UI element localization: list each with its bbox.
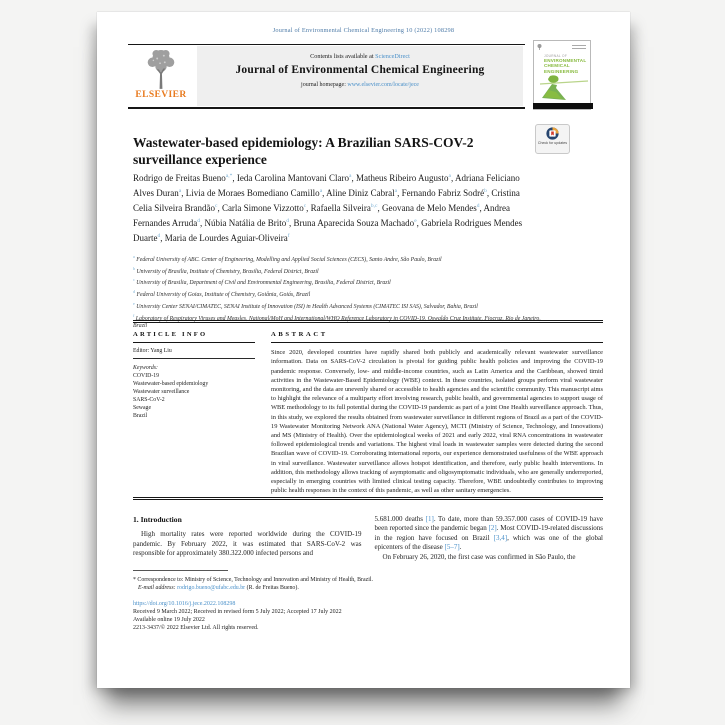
author-affiliation-sup: d bbox=[157, 233, 161, 239]
author-separator: , bbox=[351, 173, 356, 183]
abstract-heading: ABSTRACT bbox=[271, 331, 328, 338]
author-separator: , bbox=[288, 218, 294, 228]
author-separator: , bbox=[322, 188, 327, 198]
body-paragraph bbox=[375, 515, 604, 553]
author bbox=[165, 233, 290, 243]
article-info-column bbox=[133, 331, 255, 495]
author-affiliation-sup: a bbox=[319, 188, 323, 194]
text-segment: , which was one of the global epicenters of the disease bbox=[374, 533, 603, 552]
author-separator: , bbox=[377, 203, 382, 213]
affiliation bbox=[133, 288, 541, 300]
affiliation-sup: f bbox=[133, 312, 135, 318]
article-footer bbox=[133, 600, 603, 632]
paper-page bbox=[97, 12, 630, 688]
author bbox=[402, 188, 492, 198]
author-name: Núbia Natália de Brito bbox=[204, 218, 287, 228]
author bbox=[382, 203, 484, 213]
citation-link[interactable]: [2] bbox=[488, 524, 497, 533]
affiliation bbox=[133, 276, 541, 288]
author bbox=[186, 188, 326, 198]
affiliation-text: University Center SENAI/CIMATEC, SENAI Institute of Innovation (ISI) in Health Advanced Systems (CIMATEC ISI SAS), Salvador, Bahia, Brazil bbox=[136, 303, 478, 310]
author-separator: , bbox=[217, 203, 222, 213]
affiliation bbox=[133, 300, 541, 312]
keyword: Sewage bbox=[133, 405, 152, 412]
author-separator: , bbox=[306, 203, 311, 213]
author-separator: , bbox=[479, 203, 484, 213]
homepage-line bbox=[197, 82, 523, 88]
affiliation-text: University of Brasilia, Department of Civil and Environmental Engineering, Brasilia, Federal District, Brazil bbox=[136, 280, 391, 287]
cover-title bbox=[544, 58, 586, 74]
doi-link[interactable]: https://doi.org/10.1016/j.jece.2022.108298 bbox=[133, 601, 236, 607]
info-section bbox=[133, 331, 603, 495]
text-segment: 5.681.000 deaths bbox=[374, 515, 426, 523]
author-name: Rodrigo de Freitas Bueno bbox=[133, 173, 226, 183]
affiliation-sup: b bbox=[133, 265, 135, 271]
check-for-updates-badge[interactable] bbox=[535, 124, 570, 154]
text-segment: . Most COVID-19-related discussions in the region have focused on Brazil bbox=[374, 524, 603, 542]
copyright-line: 2213-3437/© 2022 Elsevier Ltd. All rights reserved. bbox=[133, 625, 259, 631]
elsevier-tree-icon bbox=[142, 47, 180, 89]
author-affiliation-sup: b bbox=[484, 188, 487, 194]
footnote-rule bbox=[133, 570, 228, 571]
author-name: Fernando Fabriz Sodré bbox=[401, 188, 485, 198]
body-column-left bbox=[133, 515, 362, 562]
author-separator: , bbox=[232, 173, 237, 183]
body-paragraph: High mortality rates were reported worldwide during the COVID-19 pandemic. By February 2022, it was estimated that SARS-CoV-2 was responsible for approximately 380.322.000 infected persons and bbox=[133, 530, 362, 558]
author-name: Andrea Fernandes Arruda bbox=[133, 203, 510, 228]
affiliation-text: Federal University of ABC. Center of Engineering, Modelling and Applied Social Sciences (CECS), Santo Andre, São Paulo, Brazil bbox=[136, 256, 442, 263]
author bbox=[326, 188, 401, 198]
keyword: Wastewater-based epidemiology bbox=[133, 381, 209, 388]
affiliation-sup: e bbox=[133, 300, 135, 306]
crossmark-icon bbox=[546, 127, 559, 140]
author-name: Matheus Ribeiro Augusto bbox=[356, 173, 449, 183]
author bbox=[222, 203, 311, 213]
article-info-heading: ARTICLE INFO bbox=[133, 331, 208, 338]
abstract-text: Since 2020, developed countries have rapidly shared both publicly and academically relevant wastewater surveillance information. Data on SARS-CoV-2 circulation is pivotal for guiding public health policies and improving the COVID-19 pandemic response. Conversely, low- and middle-income countries, such as Latin America and the Caribbean, showed timid activities in the Wastewater-Based Epidemiology (WBE) context. In these countries, isolated groups perform viral wastewater monitoring, and the data are unevenly shared or accessible to health agencies and the scientific community. This manuscript aims to highlight the relevance of a multiparty effort involving research, public health, and governmental agencies to support usage of WBE methodology to its full potential during the COVID-19 pandemic as part of a joint One Health surveillance approach. Thus, in this study, we explored the results obtained from wastewater surveillance in different regions of Brazil as a part of the COVID-19 Wastewater Monitoring Network ANA (National Water Agency), MCTI (Ministry of Science, Technology, and Innovations) and MS (Ministry of Health). Over the epidemiological weeks of 2021 and early 2022, viral RNA concentrations in wastewater followed epidemiological trends and variations. The highest viral loads in wastewater samples were detected during the second Brazilian wave of COVID-19. Corroborating international reports, our experience demonstrated usefulness of the WBE approach in viral surveillance. Wastewater surveillance allows hotspot identification, and therefore, early public health interventions. In addition, this methodology allows tracking of asymptomatic and oligosymptomatic individuals, who are generally underreported, especially in emerging countries with limited clinical testing capacity. Therefore, WBE undoubtedly contributes to improving public health responses in the context of this pandemic, as well as other sanitary emergencies. bbox=[271, 349, 603, 495]
affiliation bbox=[133, 265, 541, 277]
article-info-heading-rule bbox=[133, 342, 255, 343]
keyword: COVID-19 bbox=[133, 373, 160, 380]
author-separator: , bbox=[181, 188, 186, 198]
affiliation-text: Federal University of Goias, Institute of Chemistry, Goiânia, Goiás, Brazil bbox=[136, 292, 311, 299]
elsevier-wordmark: ELSEVIER bbox=[135, 90, 187, 100]
author-separator: , bbox=[160, 233, 165, 243]
author-affiliation-sup: d bbox=[197, 218, 200, 224]
author-affiliation-sup: a bbox=[394, 188, 398, 194]
correspondence-text: * Correspondence to: Ministry of Science, Technology and Innovation and Ministry of Health, Brazil. bbox=[133, 577, 373, 583]
keyword: SARS-CoV-2 bbox=[133, 397, 165, 404]
author-name: Aline Diniz Cabral bbox=[326, 188, 395, 198]
email-line bbox=[133, 584, 603, 592]
author-name: Cristina Celia Silveira Brandão bbox=[133, 188, 520, 213]
author-separator: , bbox=[199, 218, 205, 228]
affiliation-sup: d bbox=[133, 289, 135, 295]
body-paragraph: On February 26, 2020, the first case was confirmed in São Paulo, the bbox=[382, 552, 576, 561]
journal-homepage-link[interactable]: www.elsevier.com/locate/jece bbox=[347, 82, 419, 88]
affiliation bbox=[133, 253, 541, 265]
author-affiliation-sup: d bbox=[286, 218, 289, 224]
author-name: Carla Simone Vizzotto bbox=[221, 203, 304, 213]
author-separator: , bbox=[450, 173, 455, 183]
abstract-column bbox=[271, 331, 603, 495]
author-affiliation-sup: a,* bbox=[225, 173, 233, 179]
author-separator: , bbox=[416, 218, 422, 228]
cover-title-line: ENGINEERING bbox=[544, 68, 579, 74]
text-segment: . To date, more than 59.357.000 cases of COVID-19 have been reported since the pandemic began bbox=[374, 515, 603, 533]
cover-masthead-lines bbox=[572, 45, 586, 50]
abstract-heading-rule bbox=[271, 342, 603, 343]
cover-flask-art bbox=[536, 74, 590, 102]
author-name: Geovana de Melo Mendes bbox=[381, 203, 477, 213]
sciencedirect-link[interactable]: ScienceDirect bbox=[375, 53, 410, 60]
email-link[interactable]: rodrigo.bueno@ufabc.edu.br bbox=[177, 585, 246, 591]
affiliation-text: Laboratory of Respiratory Viruses and Measles, National/MoH and International/WHO Reference Laboratory in COVID-19, Oswaldo Cruz Institute, Fiocruz, Rio de Janeiro, Brazil bbox=[133, 315, 541, 330]
keyword: Wastewater surveillance bbox=[133, 389, 190, 396]
check-updates-label: Check for updates bbox=[537, 141, 568, 145]
text-segment: (R. de Freitas Bueno). bbox=[245, 585, 299, 591]
author-affiliation-sup: e bbox=[414, 218, 417, 224]
text-segment: . bbox=[459, 543, 462, 552]
affiliation-text: University of Brasilia, Institute of Chemistry, Brasilia, Federal District, Brazil bbox=[136, 268, 319, 275]
available-online: Available online 19 July 2022 bbox=[133, 617, 205, 623]
author bbox=[237, 173, 356, 183]
journal-name: Journal of Environmental Chemical Engineering bbox=[235, 64, 485, 76]
author-affiliation-sup: f bbox=[287, 233, 290, 239]
author bbox=[204, 218, 293, 228]
elsevier-logo bbox=[130, 47, 192, 105]
author-affiliation-sup: b,c bbox=[370, 203, 378, 209]
keywords-list bbox=[133, 372, 255, 420]
author bbox=[311, 203, 382, 213]
citation-link[interactable]: [5–7] bbox=[444, 543, 460, 552]
author-list bbox=[133, 170, 535, 245]
running-head: Journal of Environmental Chemical Engineering 10 (2022) 108298 bbox=[272, 27, 455, 34]
editor-divider-rule bbox=[133, 358, 255, 359]
cover-tree-icon bbox=[537, 44, 542, 50]
author bbox=[133, 173, 237, 183]
homepage-label: journal homepage: bbox=[301, 82, 346, 88]
text-segment: E-mail address: bbox=[138, 585, 178, 591]
author bbox=[356, 173, 455, 183]
author-name: Adriana Feliciano Alves Duran bbox=[133, 173, 520, 198]
info-section-bottom-rule bbox=[133, 497, 603, 500]
author-name: Ieda Carolina Mantovani Claro bbox=[236, 173, 350, 183]
author-affiliation-sup: a bbox=[349, 173, 352, 179]
contents-lists-text: Contents lists available at bbox=[310, 53, 374, 60]
correspondence-footnote bbox=[133, 576, 603, 592]
journal-cover-thumbnail bbox=[533, 40, 591, 110]
journal-header-box bbox=[197, 46, 523, 106]
affiliation-sup: a bbox=[133, 254, 135, 259]
article-title: Wastewater-based epidemiology: A Brazilian SARS-COV-2 surveillance experience bbox=[133, 135, 474, 167]
author-affiliation-sup: c bbox=[214, 203, 218, 209]
author-separator: , bbox=[486, 188, 492, 198]
author-name: Rafaella Silveira bbox=[310, 203, 371, 213]
affiliation-sup: c bbox=[133, 277, 135, 283]
author-affiliation-sup: a bbox=[448, 173, 451, 179]
author-separator: , bbox=[397, 188, 402, 198]
cover-title-line: ENVIRONMENTAL bbox=[544, 58, 587, 63]
section-heading: 1. Introduction bbox=[133, 515, 182, 524]
author-name: Bruna Aparecida Souza Machado bbox=[293, 218, 415, 228]
citation-link[interactable]: [3,4] bbox=[493, 533, 508, 542]
cover-bottom-band bbox=[533, 103, 593, 109]
header-bottom-rule bbox=[128, 107, 525, 109]
author-name: Gabriela Rodrigues Mendes Duarte bbox=[133, 218, 523, 243]
keywords-label: Keywords: bbox=[133, 365, 158, 372]
author-name: Maria de Lourdes Aguiar-Oliveira bbox=[164, 233, 288, 243]
author-affiliation-sup: c bbox=[303, 203, 307, 209]
body-columns bbox=[133, 515, 603, 562]
author-affiliation-sup: a bbox=[178, 188, 182, 194]
citation-link[interactable]: [1] bbox=[425, 515, 434, 523]
cover-journal-of: JOURNAL OF bbox=[544, 54, 568, 58]
author-affiliation-sup: d bbox=[476, 203, 480, 209]
keyword: Brazil bbox=[133, 413, 148, 420]
body-column-right bbox=[375, 515, 604, 562]
contents-line bbox=[197, 53, 523, 60]
cover-title-line: CHEMICAL bbox=[544, 63, 570, 69]
author bbox=[293, 218, 421, 228]
editor-line: Editor: Yang Liu bbox=[133, 348, 172, 355]
author-name: Livia de Moraes Bomediano Camillo bbox=[185, 188, 320, 198]
header-top-rule bbox=[128, 44, 525, 45]
received-dates: Received 9 March 2022; Received in revised form 5 July 2022; Accepted 17 July 2022 bbox=[133, 609, 342, 615]
info-section-top-rule bbox=[133, 320, 603, 323]
